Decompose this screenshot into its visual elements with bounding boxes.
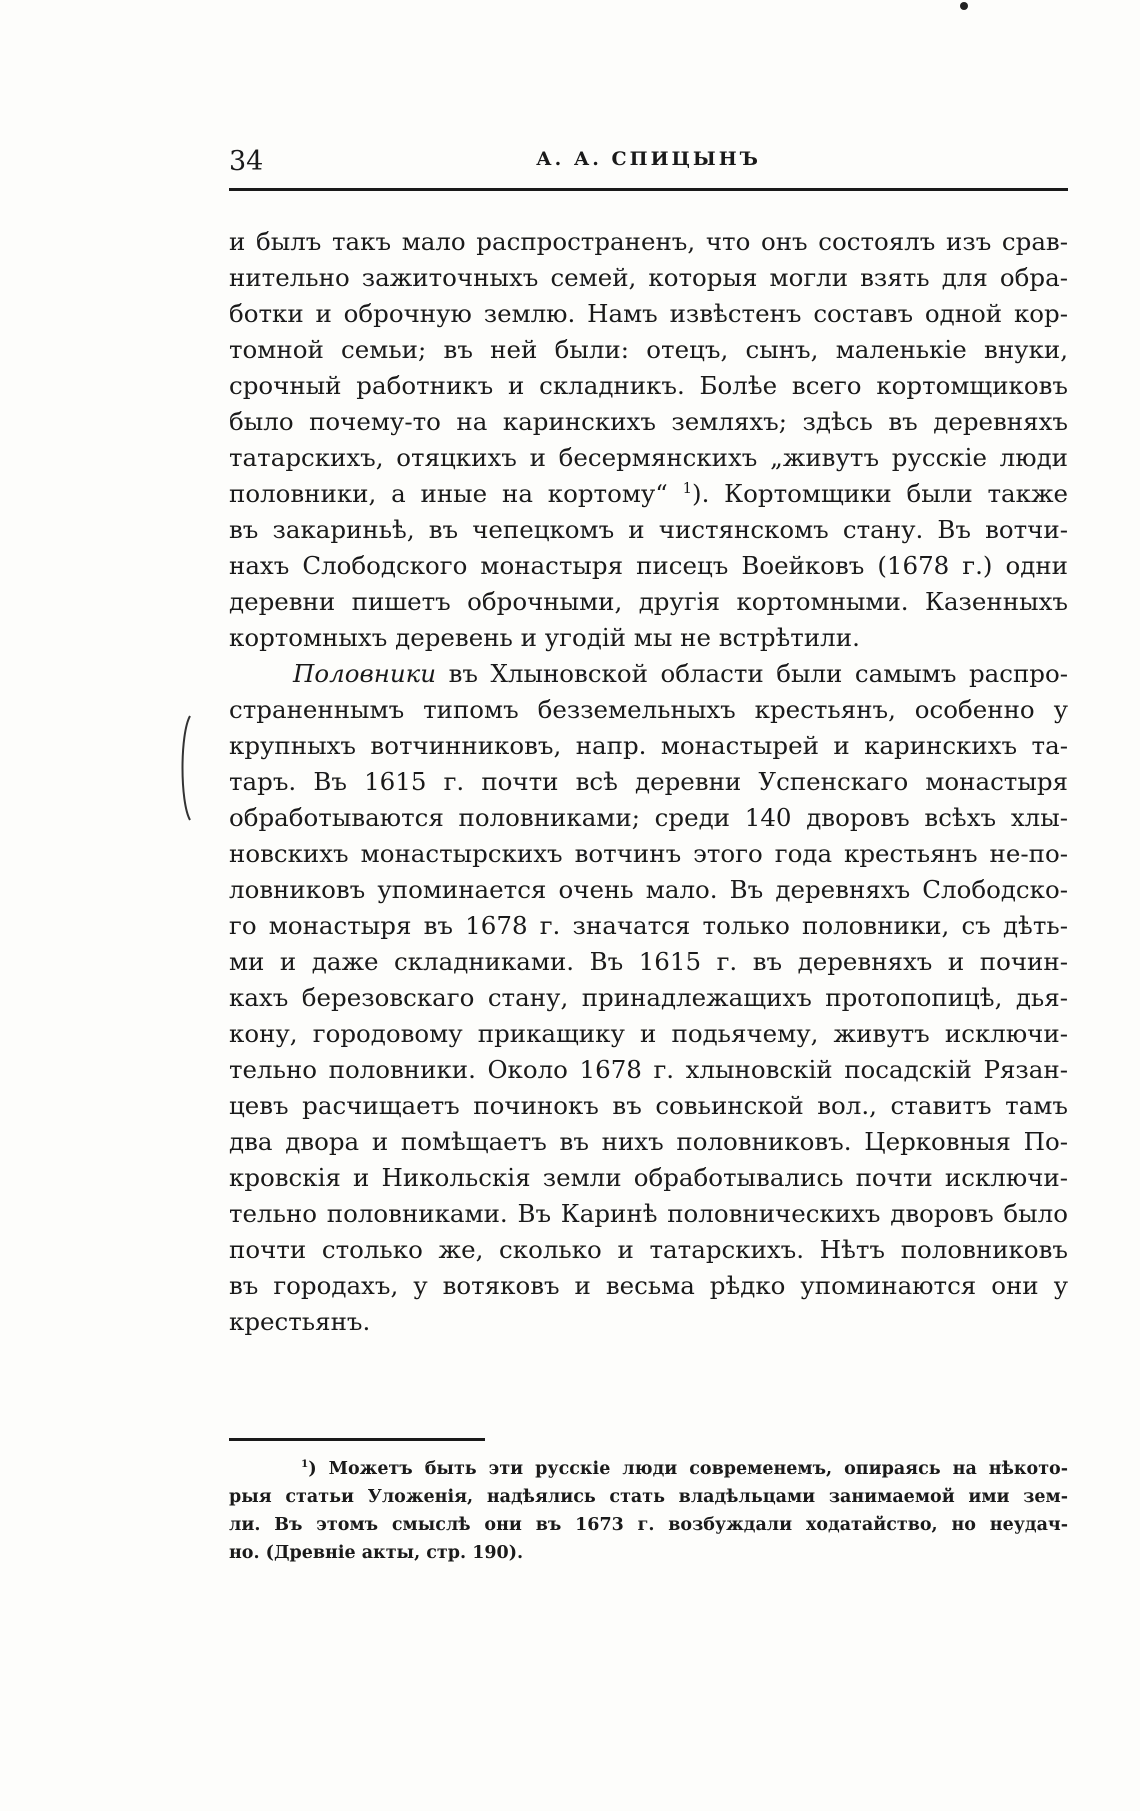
page-number: 34	[229, 146, 264, 177]
text-line: ботки и оброчную землю. Намъ извѣстенъ составъ одной кор-	[229, 299, 1068, 328]
text-fragment: въ Хлыновской области были самымъ распро-	[436, 659, 1068, 688]
body-text	[229, 224, 1068, 1340]
text-line: крестьянъ.	[229, 1307, 371, 1336]
text-fragment: ) Можетъ быть эти русскіе люди современемъ, опираясь на нѣкото-	[308, 1459, 1068, 1479]
text-line: и былъ такъ мало распространенъ, что онъ состоялъ изъ срав-	[229, 227, 1068, 256]
text-line: было почему-то на каринскихъ земляхъ; здѣсь въ деревняхъ	[229, 407, 1068, 436]
text-line: ми и даже складниками. Въ 1615 г. въ деревняхъ и почин-	[229, 947, 1068, 976]
margin-pencil-bracket	[176, 714, 194, 822]
text-line: деревни пишетъ оброчными, другія кортомными. Казенныхъ	[229, 587, 1068, 616]
text-line: ловниковъ упоминается очень мало. Въ деревняхъ Слободско-	[229, 875, 1068, 904]
paragraph-start	[229, 656, 1068, 692]
text-line: го монастыря въ 1678 г. значатся только половники, съ дѣть-	[229, 911, 1068, 940]
text-line: въ городахъ, у вотяковъ и весьма рѣдко упоминаются они у	[229, 1271, 1068, 1300]
text-line: таръ. Въ 1615 г. почти всѣ деревни Успенскаго монастыря	[229, 767, 1068, 796]
footnote	[229, 1455, 1068, 1567]
text-line: два двора и помѣщаетъ въ нихъ половниковъ. Церковныя По-	[229, 1127, 1068, 1156]
footnote-line: рыя статьи Уложенія, надѣялись стать владѣльцами занимаемой ими зем-	[229, 1487, 1068, 1507]
text-line: почти столько же, сколько и татарскихъ. Нѣтъ половниковъ	[229, 1235, 1068, 1264]
text-line: страненнымъ типомъ безземельныхъ крестьянъ, особенно у	[229, 695, 1068, 724]
text-line: кахъ березовскаго стану, принадлежащихъ протопопицѣ, дья-	[229, 983, 1068, 1012]
italic-lead-word: Половники	[293, 659, 437, 688]
text-line: въ закариньѣ, въ чепецкомъ и чистянскомъ стану. Въ вотчи-	[229, 515, 1068, 544]
footnote-rule	[229, 1438, 485, 1441]
pencil-bracket-icon	[176, 714, 194, 822]
footnote-line: но. (Древніе акты, стр. 190).	[229, 1543, 524, 1563]
text-line: тельно половниками. Въ Каринѣ половническихъ дворовъ было	[229, 1199, 1068, 1228]
text-line: кровскія и Никольскія земли обработывались почти исключи-	[229, 1163, 1068, 1192]
page-header	[229, 144, 1068, 186]
header-rule	[229, 188, 1068, 191]
running-head: А. А. СПИЦЫНЪ	[536, 148, 761, 170]
footnote-ref[interactable]: 1	[682, 479, 693, 497]
footnote-line: ли. Въ этомъ смыслѣ они въ 1673 г. возбуждали ходатайство, но неудач-	[229, 1515, 1068, 1535]
text-line: срочный работникъ и складникъ. Болѣе всего кортомщиковъ	[229, 371, 1068, 400]
ink-speck	[960, 2, 968, 10]
footnote-marker: 1	[301, 1458, 309, 1471]
text-line: нительно зажиточныхъ семей, которыя могли взять для обра-	[229, 263, 1068, 292]
footnote-line	[229, 1455, 1068, 1483]
text-line: нахъ Слободского монастыря писецъ Воейковъ (1678 г.) одни	[229, 551, 1068, 580]
text-fragment: ). Кортомщики были также	[692, 479, 1068, 508]
text-line: новскихъ монастырскихъ вотчинъ этого года крестьянъ не-по-	[229, 839, 1068, 868]
text-line: томной семьи; въ ней были: отецъ, сынъ, маленькіе внуки,	[229, 335, 1068, 364]
text-line: кортомныхъ деревень и угодій мы не встрѣтили.	[229, 623, 860, 652]
text-line: татарскихъ, отяцкихъ и бесермянскихъ „живутъ русскіе люди	[229, 443, 1068, 472]
text-line: обработываются половниками; среди 140 дворовъ всѣхъ хлы-	[229, 803, 1068, 832]
text-line-with-footnote-ref	[229, 476, 1068, 512]
text-line: крупныхъ вотчинниковъ, напр. монастырей и каринскихъ та-	[229, 731, 1068, 760]
text-line: тельно половники. Около 1678 г. хлыновскій посадскій Рязан-	[229, 1055, 1068, 1084]
text-line: цевъ расчищаетъ починокъ въ совьинской вол., ставитъ тамъ	[229, 1091, 1068, 1120]
text-fragment: половники, а иные на кортому“	[229, 479, 668, 508]
text-line: кону, городовому прикащику и подьячему, живутъ исключи-	[229, 1019, 1068, 1048]
